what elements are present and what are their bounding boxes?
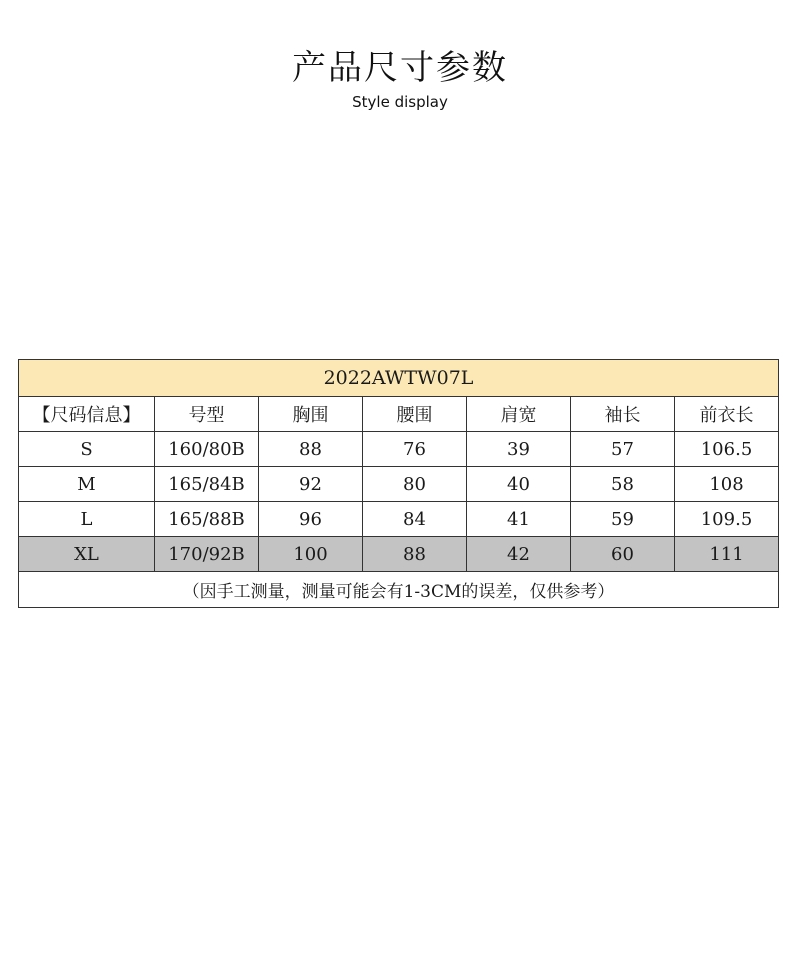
shoulder-cell: 41 xyxy=(467,502,571,537)
size-cell: S xyxy=(19,432,155,467)
fit-cell: 165/88B xyxy=(155,502,259,537)
model-row xyxy=(19,360,779,397)
shoulder-cell: 39 xyxy=(467,432,571,467)
model-code: 2022AWTW07L xyxy=(19,360,779,397)
measurement-note: （因手工测量，测量可能会有1-3CM的误差，仅供参考） xyxy=(19,572,779,608)
table-row-l xyxy=(19,502,779,537)
header-row xyxy=(19,397,779,432)
sleeve-cell: 60 xyxy=(571,537,675,572)
size-cell: L xyxy=(19,502,155,537)
table-row-xl xyxy=(19,537,779,572)
header-fit: 号型 xyxy=(155,397,259,432)
sleeve-cell: 58 xyxy=(571,467,675,502)
length-cell: 111 xyxy=(675,537,779,572)
fit-cell: 160/80B xyxy=(155,432,259,467)
header-waist: 腰围 xyxy=(363,397,467,432)
sleeve-cell: 57 xyxy=(571,432,675,467)
page-header xyxy=(0,48,800,112)
header-size-info: 【尺码信息】 xyxy=(19,397,155,432)
header-front-length: 前衣长 xyxy=(675,397,779,432)
shoulder-cell: 42 xyxy=(467,537,571,572)
length-cell: 108 xyxy=(675,467,779,502)
chest-cell: 100 xyxy=(259,537,363,572)
header-chest: 胸围 xyxy=(259,397,363,432)
size-cell: M xyxy=(19,467,155,502)
shoulder-cell: 40 xyxy=(467,467,571,502)
table-row-s xyxy=(19,432,779,467)
note-row xyxy=(19,572,779,608)
length-cell: 106.5 xyxy=(675,432,779,467)
size-chart-table xyxy=(18,359,779,608)
waist-cell: 80 xyxy=(363,467,467,502)
chest-cell: 96 xyxy=(259,502,363,537)
fit-cell: 165/84B xyxy=(155,467,259,502)
header-sleeve: 袖长 xyxy=(571,397,675,432)
fit-cell: 170/92B xyxy=(155,537,259,572)
length-cell: 109.5 xyxy=(675,502,779,537)
sleeve-cell: 59 xyxy=(571,502,675,537)
chest-cell: 92 xyxy=(259,467,363,502)
waist-cell: 76 xyxy=(363,432,467,467)
table-row-m xyxy=(19,467,779,502)
waist-cell: 88 xyxy=(363,537,467,572)
waist-cell: 84 xyxy=(363,502,467,537)
page-title: 产品尺寸参数 xyxy=(292,48,508,88)
page-subtitle: Style display xyxy=(352,93,448,111)
size-cell: XL xyxy=(19,537,155,572)
chest-cell: 88 xyxy=(259,432,363,467)
header-shoulder: 肩宽 xyxy=(467,397,571,432)
